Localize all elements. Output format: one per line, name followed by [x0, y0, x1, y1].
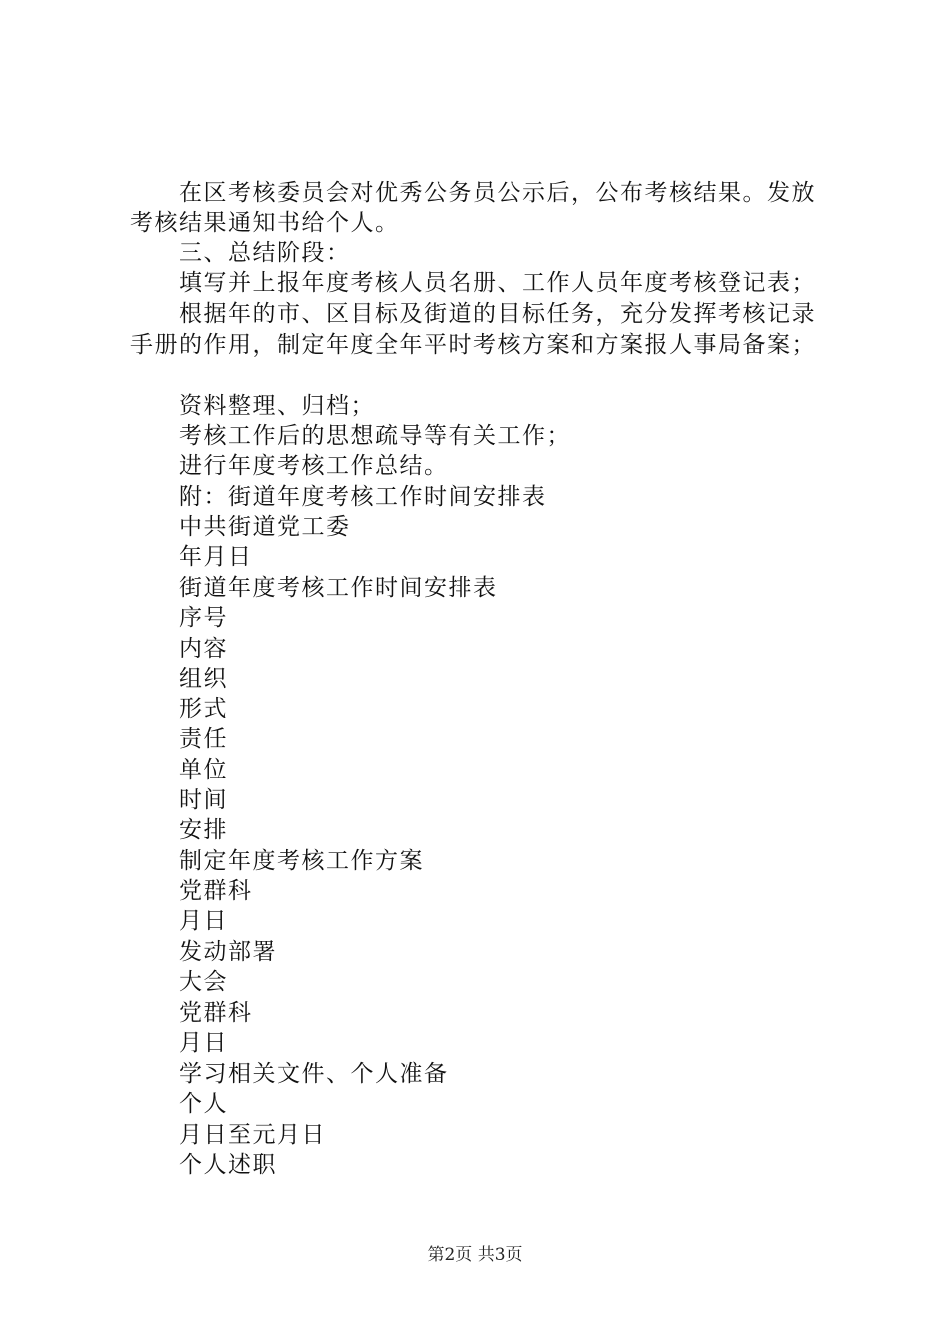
- table-cell: 月日至元月日: [179, 1122, 326, 1148]
- paragraph-line: 进行年度考核工作总结。: [179, 453, 449, 479]
- table-title: 街道年度考核工作时间安排表: [179, 575, 498, 601]
- paragraph-line: 考核结果通知书给个人。: [130, 210, 400, 236]
- table-cell: 责任: [179, 726, 228, 752]
- table-cell: 月日: [179, 1030, 228, 1056]
- table-cell: 党群科: [179, 878, 253, 904]
- table-cell: 大会: [179, 969, 228, 995]
- table-cell: 党群科: [179, 1000, 253, 1026]
- table-cell: 形式: [179, 696, 228, 722]
- table-cell: 组织: [179, 666, 228, 692]
- paragraph-line: 根据年的市、区目标及街道的目标任务，充分发挥考核记录: [179, 301, 816, 327]
- page-number-footer: 第2页 共3页: [427, 1245, 523, 1265]
- table-cell: 内容: [179, 636, 228, 662]
- attachment-line: 附：街道年度考核工作时间安排表: [179, 484, 547, 510]
- table-cell: 时间: [179, 787, 228, 813]
- paragraph-line: 考核工作后的思想疏导等有关工作；: [179, 423, 571, 449]
- section-heading: 三、总结阶段：: [179, 240, 351, 266]
- paragraph-line: 填写并上报年度考核人员名册、工作人员年度考核登记表；: [179, 270, 816, 296]
- table-cell: 安排: [179, 817, 228, 843]
- signature-org: 中共街道党工委: [179, 514, 351, 540]
- table-cell: 个人: [179, 1091, 228, 1117]
- table-cell: 个人述职: [179, 1152, 277, 1178]
- paragraph-line: 手册的作用，制定年度全年平时考核方案和方案报人事局备案；: [130, 332, 816, 358]
- table-cell: 序号: [179, 605, 228, 631]
- paragraph-line: 资料整理、归档；: [179, 393, 375, 419]
- table-cell: 月日: [179, 908, 228, 934]
- table-cell: 学习相关文件、个人准备: [179, 1061, 449, 1087]
- table-cell: 单位: [179, 757, 228, 783]
- table-cell: 发动部署: [179, 939, 277, 965]
- paragraph-line: 在区考核委员会对优秀公务员公示后，公布考核结果。发放: [179, 180, 816, 206]
- table-cell: 制定年度考核工作方案: [179, 848, 424, 874]
- signature-date: 年月日: [179, 544, 253, 570]
